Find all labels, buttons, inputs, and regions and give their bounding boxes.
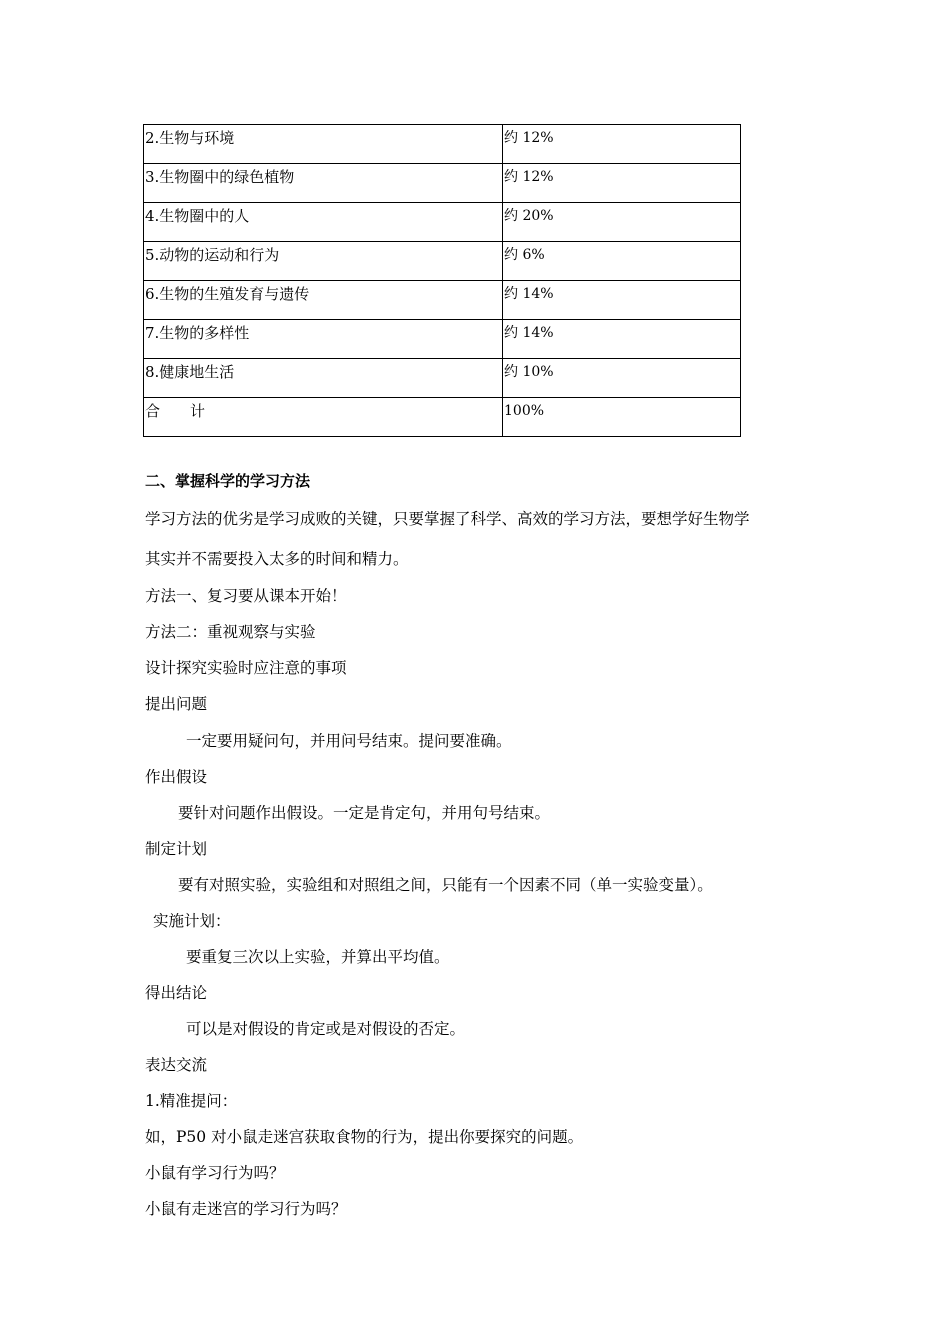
topic-cell: 3.生物圈中的绿色植物 [144, 164, 503, 203]
step-label: 提出问题 [145, 695, 208, 713]
method-two: 方法二：重视观察与实验 [145, 623, 316, 641]
table-row [144, 320, 741, 359]
example-question: 小鼠有学习行为吗？ [145, 1164, 285, 1182]
table-row [144, 242, 741, 281]
weight-cell: 约 10% [503, 359, 741, 398]
example-line: 如，P50 对小鼠走迷宫获取食物的行为，提出你要探究的问题。 [145, 1128, 584, 1146]
table-row [144, 281, 741, 320]
weight-cell: 约 12% [503, 164, 741, 203]
weight-cell: 约 6% [503, 242, 741, 281]
table-row-total [144, 398, 741, 437]
paragraph-line: 学习方法的优劣是学习成败的关键，只要掌握了科学、高效的学习方法，要想学好生物学 [145, 510, 750, 528]
topic-cell: 7.生物的多样性 [144, 320, 503, 359]
step-label: 作出假设 [145, 768, 208, 786]
table-row [144, 164, 741, 203]
table-row [144, 125, 741, 164]
numbered-item: 1.精准提问： [145, 1092, 238, 1110]
step-label: 表达交流 [145, 1056, 208, 1074]
paragraph-line: 其实并不需要投入太多的时间和精力。 [145, 550, 409, 568]
topic-cell: 4.生物圈中的人 [144, 203, 503, 242]
method-one: 方法一、复习要从课本开始！ [145, 587, 347, 605]
step-description: 要有对照实验，实验组和对照组之间，只能有一个因素不同（单一实验变量）。 [178, 876, 713, 894]
example-question: 小鼠有走迷宫的学习行为吗？ [145, 1200, 347, 1218]
topic-cell: 6.生物的生殖发育与遗传 [144, 281, 503, 320]
topic-cell: 5.动物的运动和行为 [144, 242, 503, 281]
topic-cell: 8.健康地生活 [144, 359, 503, 398]
topic-cell: 2.生物与环境 [144, 125, 503, 164]
step-description: 要针对问题作出假设。一定是肯定句，并用句号结束。 [178, 804, 551, 822]
weight-cell: 约 14% [503, 281, 741, 320]
weight-cell: 约 20% [503, 203, 741, 242]
step-description: 一定要用疑问句，并用问号结束。提问要准确。 [186, 732, 512, 750]
total-label-cell: 合 计 [144, 398, 503, 437]
weight-cell: 约 14% [503, 320, 741, 359]
content-weight-table [143, 124, 741, 437]
section-heading: 二、掌握科学的学习方法 [145, 472, 311, 490]
step-label: 得出结论 [145, 984, 208, 1002]
step-description: 要重复三次以上实验，并算出平均值。 [186, 948, 450, 966]
step-label: 实施计划： [153, 912, 231, 930]
table-row [144, 359, 741, 398]
step-description: 可以是对假设的肯定或是对假设的否定。 [186, 1020, 466, 1038]
subheading-notes: 设计探究实验时应注意的事项 [145, 659, 347, 677]
table-row [144, 203, 741, 242]
weight-cell: 约 12% [503, 125, 741, 164]
step-label: 制定计划 [145, 840, 208, 858]
total-weight-cell: 100% [503, 398, 741, 437]
